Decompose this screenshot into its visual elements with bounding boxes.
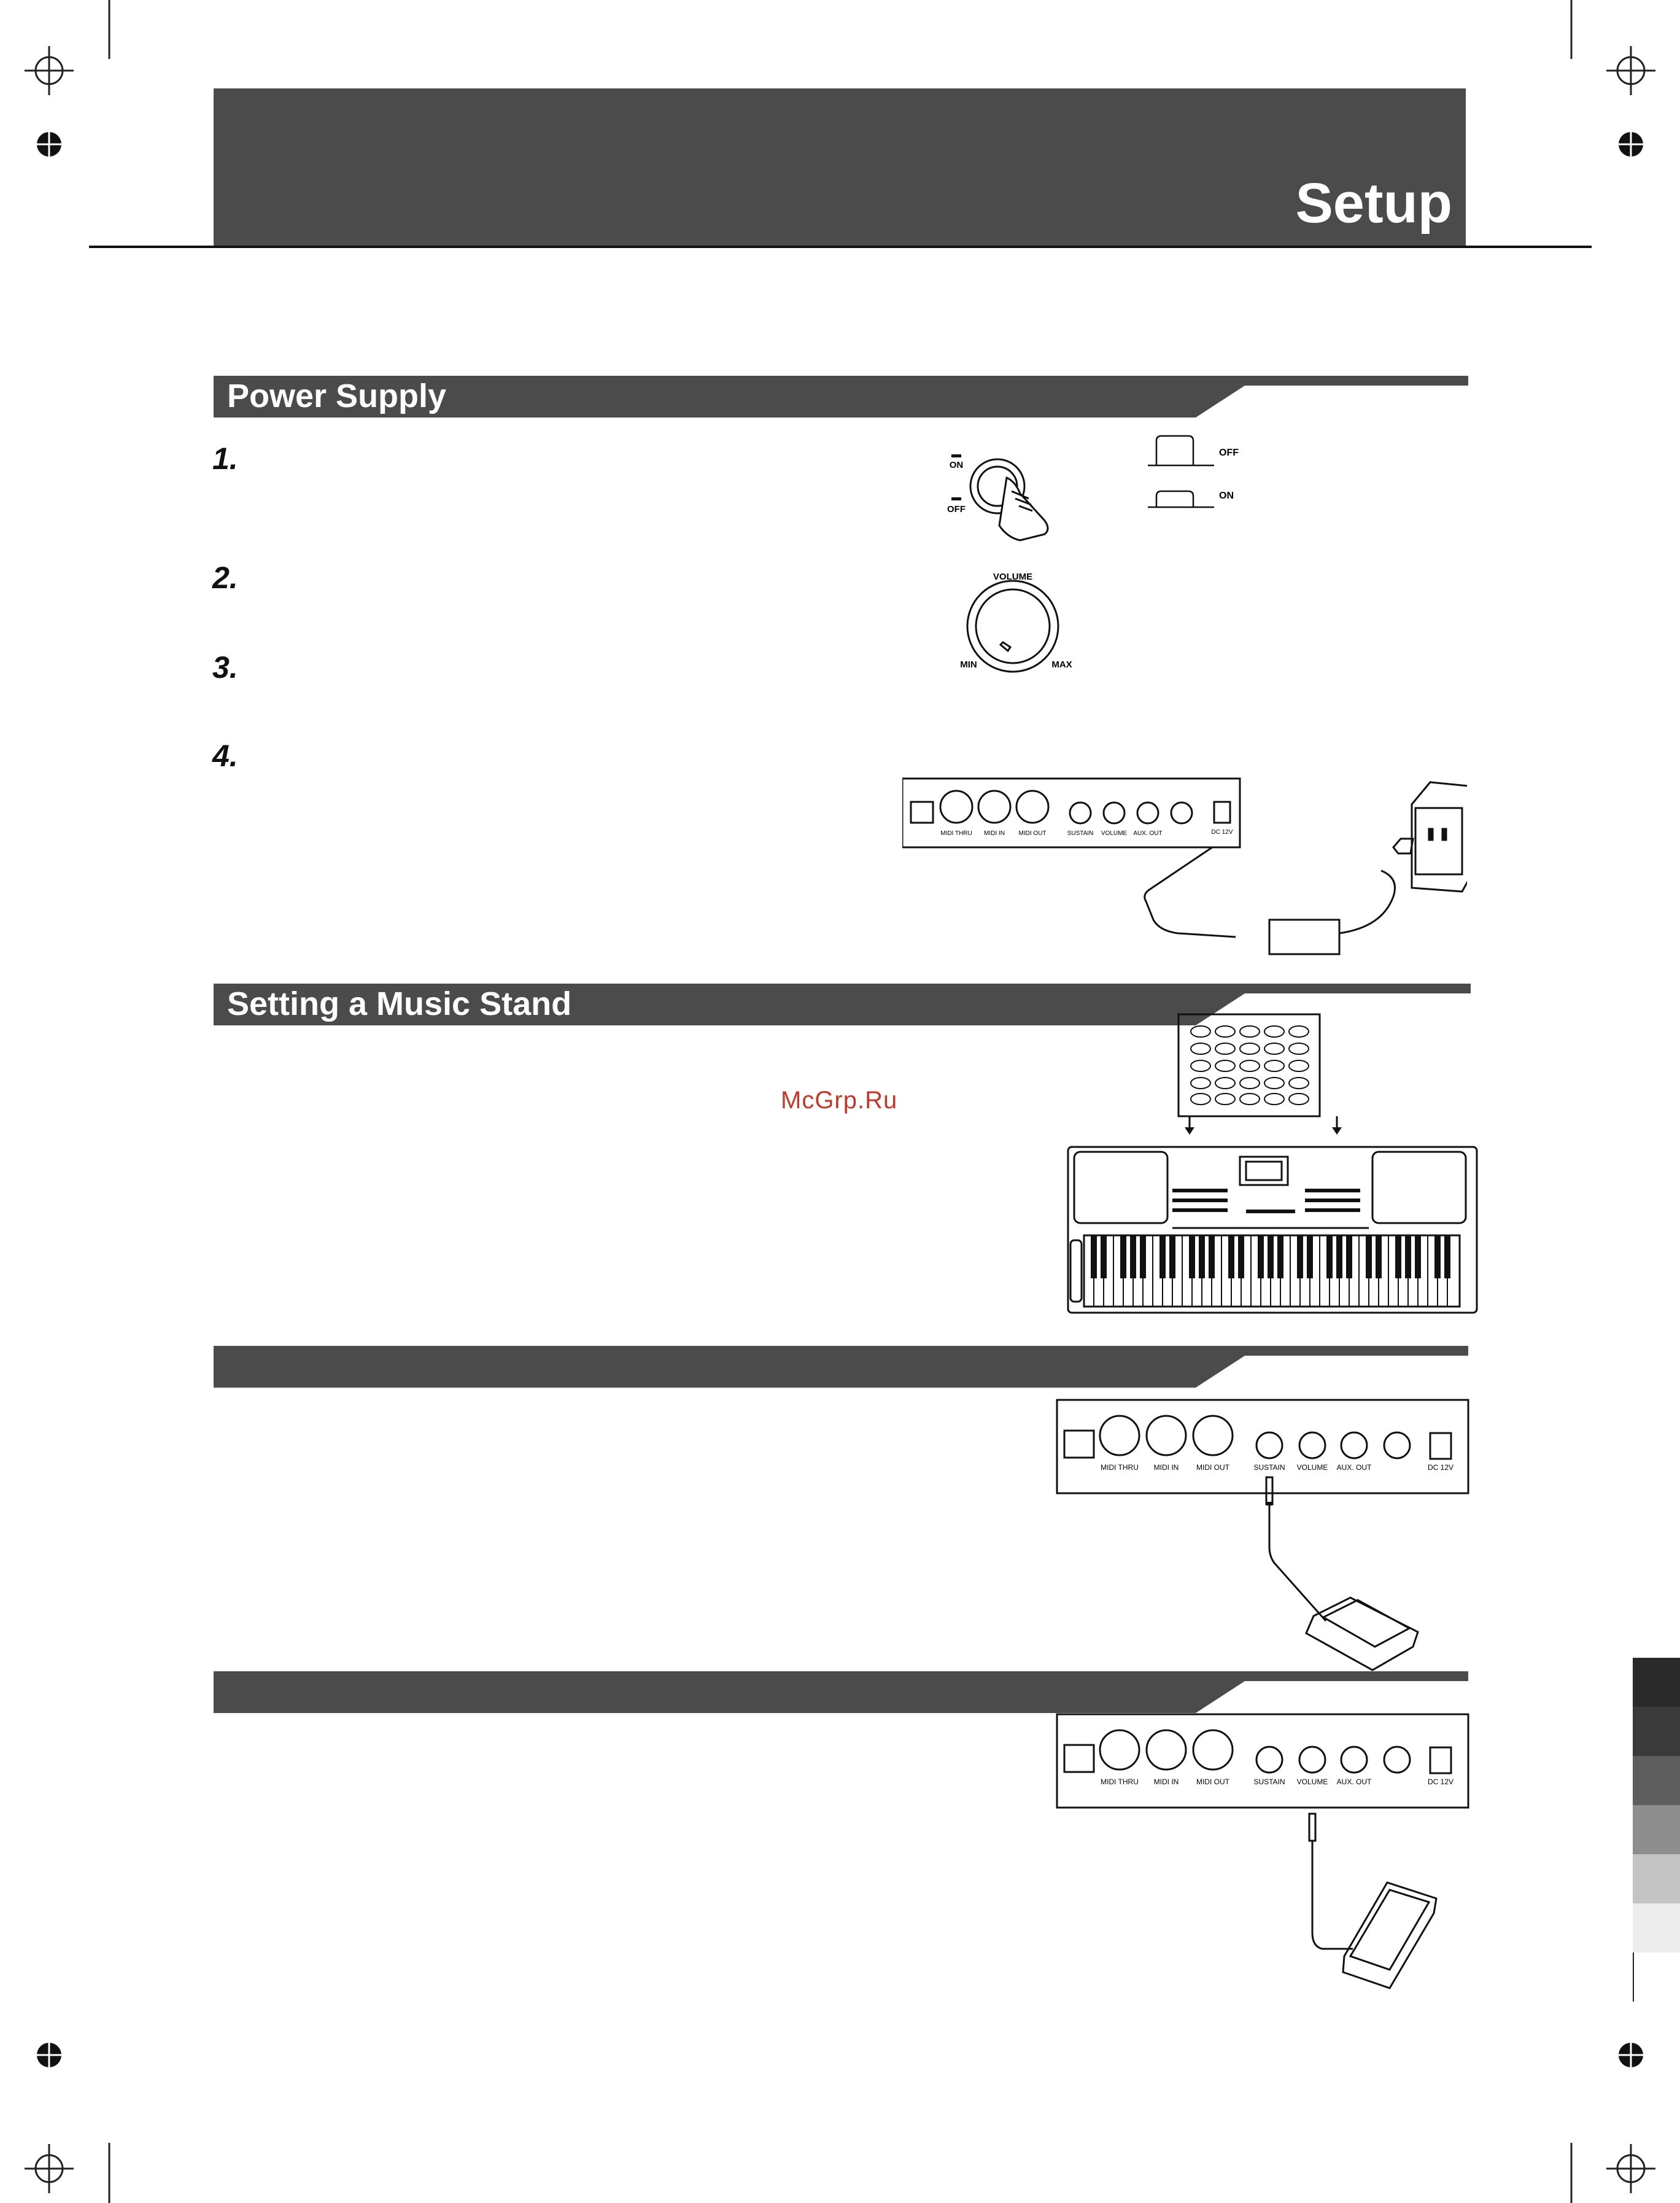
step-1: 1.: [212, 441, 238, 476]
port-midi-thru: MIDI THRU: [1101, 1463, 1139, 1472]
color-tab: [1633, 1805, 1680, 1854]
port-midi-thru: MIDI THRU: [1101, 1778, 1139, 1786]
port-sustain: SUSTAIN: [1253, 1463, 1285, 1472]
port-sustain: SUSTAIN: [1067, 830, 1094, 837]
banner-shape: [214, 1346, 1468, 1388]
rear-panel-volume-pedal: [1056, 1713, 1473, 1995]
section-banner-power: [214, 376, 1468, 418]
port-dc: DC 12V: [1427, 1778, 1454, 1786]
rear-panel-power: [902, 755, 1467, 964]
power-switch-illustration: [939, 442, 1148, 546]
switch-on-label: ON: [949, 460, 964, 470]
music-stand-illustration: [1062, 1007, 1479, 1320]
port-volume: VOLUME: [1101, 830, 1128, 837]
page-title: Setup: [1295, 172, 1452, 235]
watermark: McGrp.Ru: [781, 1087, 898, 1114]
port-midi-out: MIDI OUT: [1196, 1463, 1229, 1472]
port-sustain: SUSTAIN: [1253, 1778, 1285, 1786]
rear-panel-sustain: [1056, 1399, 1473, 1681]
step-4: 4.: [212, 739, 238, 773]
section-banner-sustain: [214, 1346, 1468, 1388]
port-aux-out: AUX. OUT: [1336, 1778, 1372, 1786]
port-dc: DC 12V: [1211, 829, 1233, 836]
port-volume: VOLUME: [1296, 1463, 1328, 1472]
color-tab: [1633, 1854, 1680, 1903]
color-tab: [1633, 1707, 1680, 1756]
port-midi-thru: MIDI THRU: [940, 830, 972, 837]
header-rule: [89, 246, 1592, 248]
state-on-label: ON: [1219, 491, 1234, 501]
port-dc: DC 12V: [1427, 1463, 1454, 1472]
port-midi-in: MIDI IN: [1153, 1463, 1179, 1472]
port-midi-out: MIDI OUT: [1196, 1778, 1229, 1786]
step-3: 3.: [212, 650, 238, 685]
switch-states: [1142, 430, 1264, 516]
color-tab: [1633, 1756, 1680, 1805]
rear-panel-labels: [1101, 1778, 1454, 1786]
header-bar: [214, 88, 1466, 246]
step-2: 2.: [212, 561, 238, 595]
section-title-stand: Setting a Music Stand: [227, 985, 572, 1022]
color-tab: [1633, 1952, 1680, 2002]
port-aux-out: AUX. OUT: [1133, 830, 1163, 837]
state-off-label: OFF: [1219, 448, 1239, 458]
volume-min-label: MIN: [960, 659, 977, 670]
rear-panel-labels: [1101, 1463, 1454, 1472]
port-midi-in: MIDI IN: [984, 830, 1005, 837]
color-tab: [1633, 1903, 1680, 1952]
port-midi-out: MIDI OUT: [1018, 830, 1047, 837]
volume-max-label: MAX: [1051, 659, 1072, 670]
switch-off-label: OFF: [947, 504, 966, 515]
color-tab: [1633, 1658, 1680, 1707]
port-midi-in: MIDI IN: [1153, 1778, 1179, 1786]
rear-panel-labels: [940, 829, 1233, 837]
volume-label: VOLUME: [993, 572, 1033, 582]
side-color-tabs: [1633, 1658, 1680, 2002]
section-title-power: Power Supply: [227, 378, 447, 414]
volume-knob-illustration: [945, 565, 1086, 675]
port-aux-out: AUX. OUT: [1336, 1463, 1372, 1472]
port-volume: VOLUME: [1296, 1778, 1328, 1786]
